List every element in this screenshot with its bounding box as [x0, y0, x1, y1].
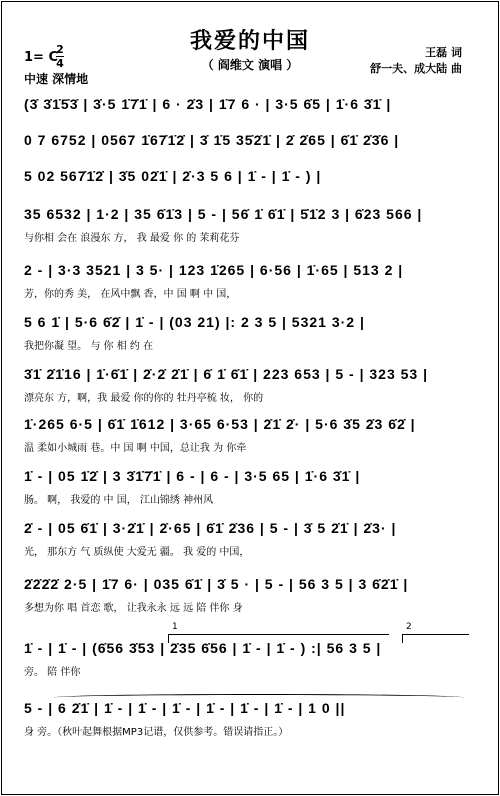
- notation-line: 5 - | 6 2̇1̇ | 1̇ - | 1̇ - | 1̇ - | 1̇ - | 1̇ - | 1̇ - | 1 0 ||: [24, 700, 346, 716]
- score-row-1: [24, 96, 470, 136]
- notation-line: 2 - | 3·3 3521 | 3 5· | 123 1̇265 | 6·56 | 1̇·65 | 513 2 |: [24, 262, 404, 278]
- time-signature-bottom: 4: [56, 57, 64, 70]
- score-row-12: [24, 622, 470, 680]
- notation-line: 1̇ - | 1̇ - | (6̇56 3̇53 | 2̇35 6̇56 | 1̇ - | 1̇ - ) :| 56 3 5 |: [24, 640, 382, 656]
- first-ending-number: 1: [172, 622, 178, 632]
- key-signature: 1= C: [24, 50, 59, 65]
- notation-line: 2̇2̇2̇2̇ 2·5 | 1̇7 6· | 035 6̇1̇ | 3̇ 5 · | 5 - | 56 3 5 | 3 6̇2̇1̇ |: [24, 576, 409, 592]
- notation-line: 1̇ - | 05 1̇2̇ | 3 3̇1̇7̇1̇ | 6 - | 6 - | 3·5 65 | 1̇·6 3̇1̇ |: [24, 468, 361, 484]
- lyric-line: 光， 那东方 气 质纵使 大爱无 疆。 我 爱的 中国，: [24, 547, 250, 558]
- lyric-line: 我把你凝 望。 与 你 相 约 在: [24, 341, 154, 352]
- score-row-10: [24, 520, 470, 560]
- score-row-5: [24, 262, 470, 302]
- lyric-line: 旁。 陪 伴你: [24, 667, 81, 678]
- time-signature-top: 2: [56, 43, 64, 56]
- notation-line: 5 6 1̇ | 5·6 6̇2̇ | 1̇ - | (03 21) |: 2 3 5 | 5321 3·2 |: [24, 314, 365, 330]
- lyric-line: 多想为你 唱 首恋 歌， 让我永永 远 远 陪 伴你 身: [24, 603, 243, 614]
- score-row-8: [24, 416, 470, 456]
- lyricist-credit: 王磊 词: [425, 46, 462, 59]
- score-row-11: [24, 576, 470, 616]
- tempo-marking: 中速 深情地: [24, 72, 89, 86]
- time-signature: [56, 44, 64, 69]
- notation-line: 3̇1̇ 2̇1̇16 | 1̇·6̇1̇ | 2̇·2̇ 2̇1̇ | 6̇ 1̇ 6̇1̇ | 223 653 | 5 - | 323 53 |: [24, 366, 428, 382]
- composer-credit: 舒一夫、成大陆 曲: [370, 62, 462, 75]
- notation-line: 0 7 6752 | 0567 1̇67̇1̇2̇ | 3̇ 1̇5 35̇2̇1̇ | 2̇ 2̇65 | 6̇1̇ 2̇3̇6 |: [24, 132, 400, 148]
- second-ending-number: 2: [406, 622, 412, 632]
- lyric-line: 漂亮东 方，啊，我 最爱 你的你的 牡丹亭梳 妆， 你的: [24, 393, 264, 404]
- song-title: 我爱的中国: [189, 28, 310, 54]
- notation-line: (3̇ 3̇1̇5̇3̇ | 3̇·5 1̇7̇1̇ | 6 · 2̇3 | 1̇7 6 · | 3·5 6̇5 | 1̇·6 3̇1̇ |: [24, 96, 392, 112]
- score-row-3: [24, 168, 470, 208]
- lyric-line: 身 旁。（秋叶起舞根据MP3记谱，仅供参考。错误请指正。）: [24, 727, 289, 738]
- lyric-line: 芳，你的秀 美， 在风中飘 香，中 国 啊 中 国，: [24, 289, 237, 300]
- score-row-7: [24, 366, 470, 406]
- lyric-line: 温 柔如小城雨 巷。中 国 啊 中国，总让我 为 你牵: [24, 443, 247, 454]
- lyric-line: 与你相 会在 浪漫东 方， 我 最爱 你 的 茉莉花芬: [24, 233, 240, 244]
- notation-line: 5 02 567̇1̇2̇ | 3̇5 02̇1̇ | 2̇·3 5 6 | 1̇ - | 1̇ - ) |: [24, 168, 322, 184]
- score-row-13: [24, 700, 470, 740]
- notation-line: 1̇·265 6·5 | 6̇1̇ 1̇612 | 3·65 6·53 | 2̇1̇ 2̇· | 5·6 3̇5 2̇3 6̇2̇ |: [24, 416, 416, 432]
- lyric-line: 肠。 啊， 我爱的 中 国， 江山锦绣 神州风: [24, 495, 214, 506]
- notation-line: 2̇ - | 05 6̇1̇ | 3·2̇1̇ | 2̇·65 | 6̇1̇ 2̇36 | 5 - | 3̇ 5 2̇1̇ | 2̇3· |: [24, 520, 397, 536]
- notation-line: 35 6532 | 1·2 | 35 6̇1̇3 | 5 - | 56̇ 1̇ 6̇1̇ | 5̇1̇2 3 | 6̇23 566 |: [24, 206, 423, 222]
- score-row-4: [24, 206, 470, 246]
- score-row-6: [24, 314, 470, 354]
- score-row-2: [24, 132, 470, 172]
- performer-credit: （ 阎维文 演唱 ）: [201, 58, 299, 72]
- score-row-9: [24, 468, 470, 508]
